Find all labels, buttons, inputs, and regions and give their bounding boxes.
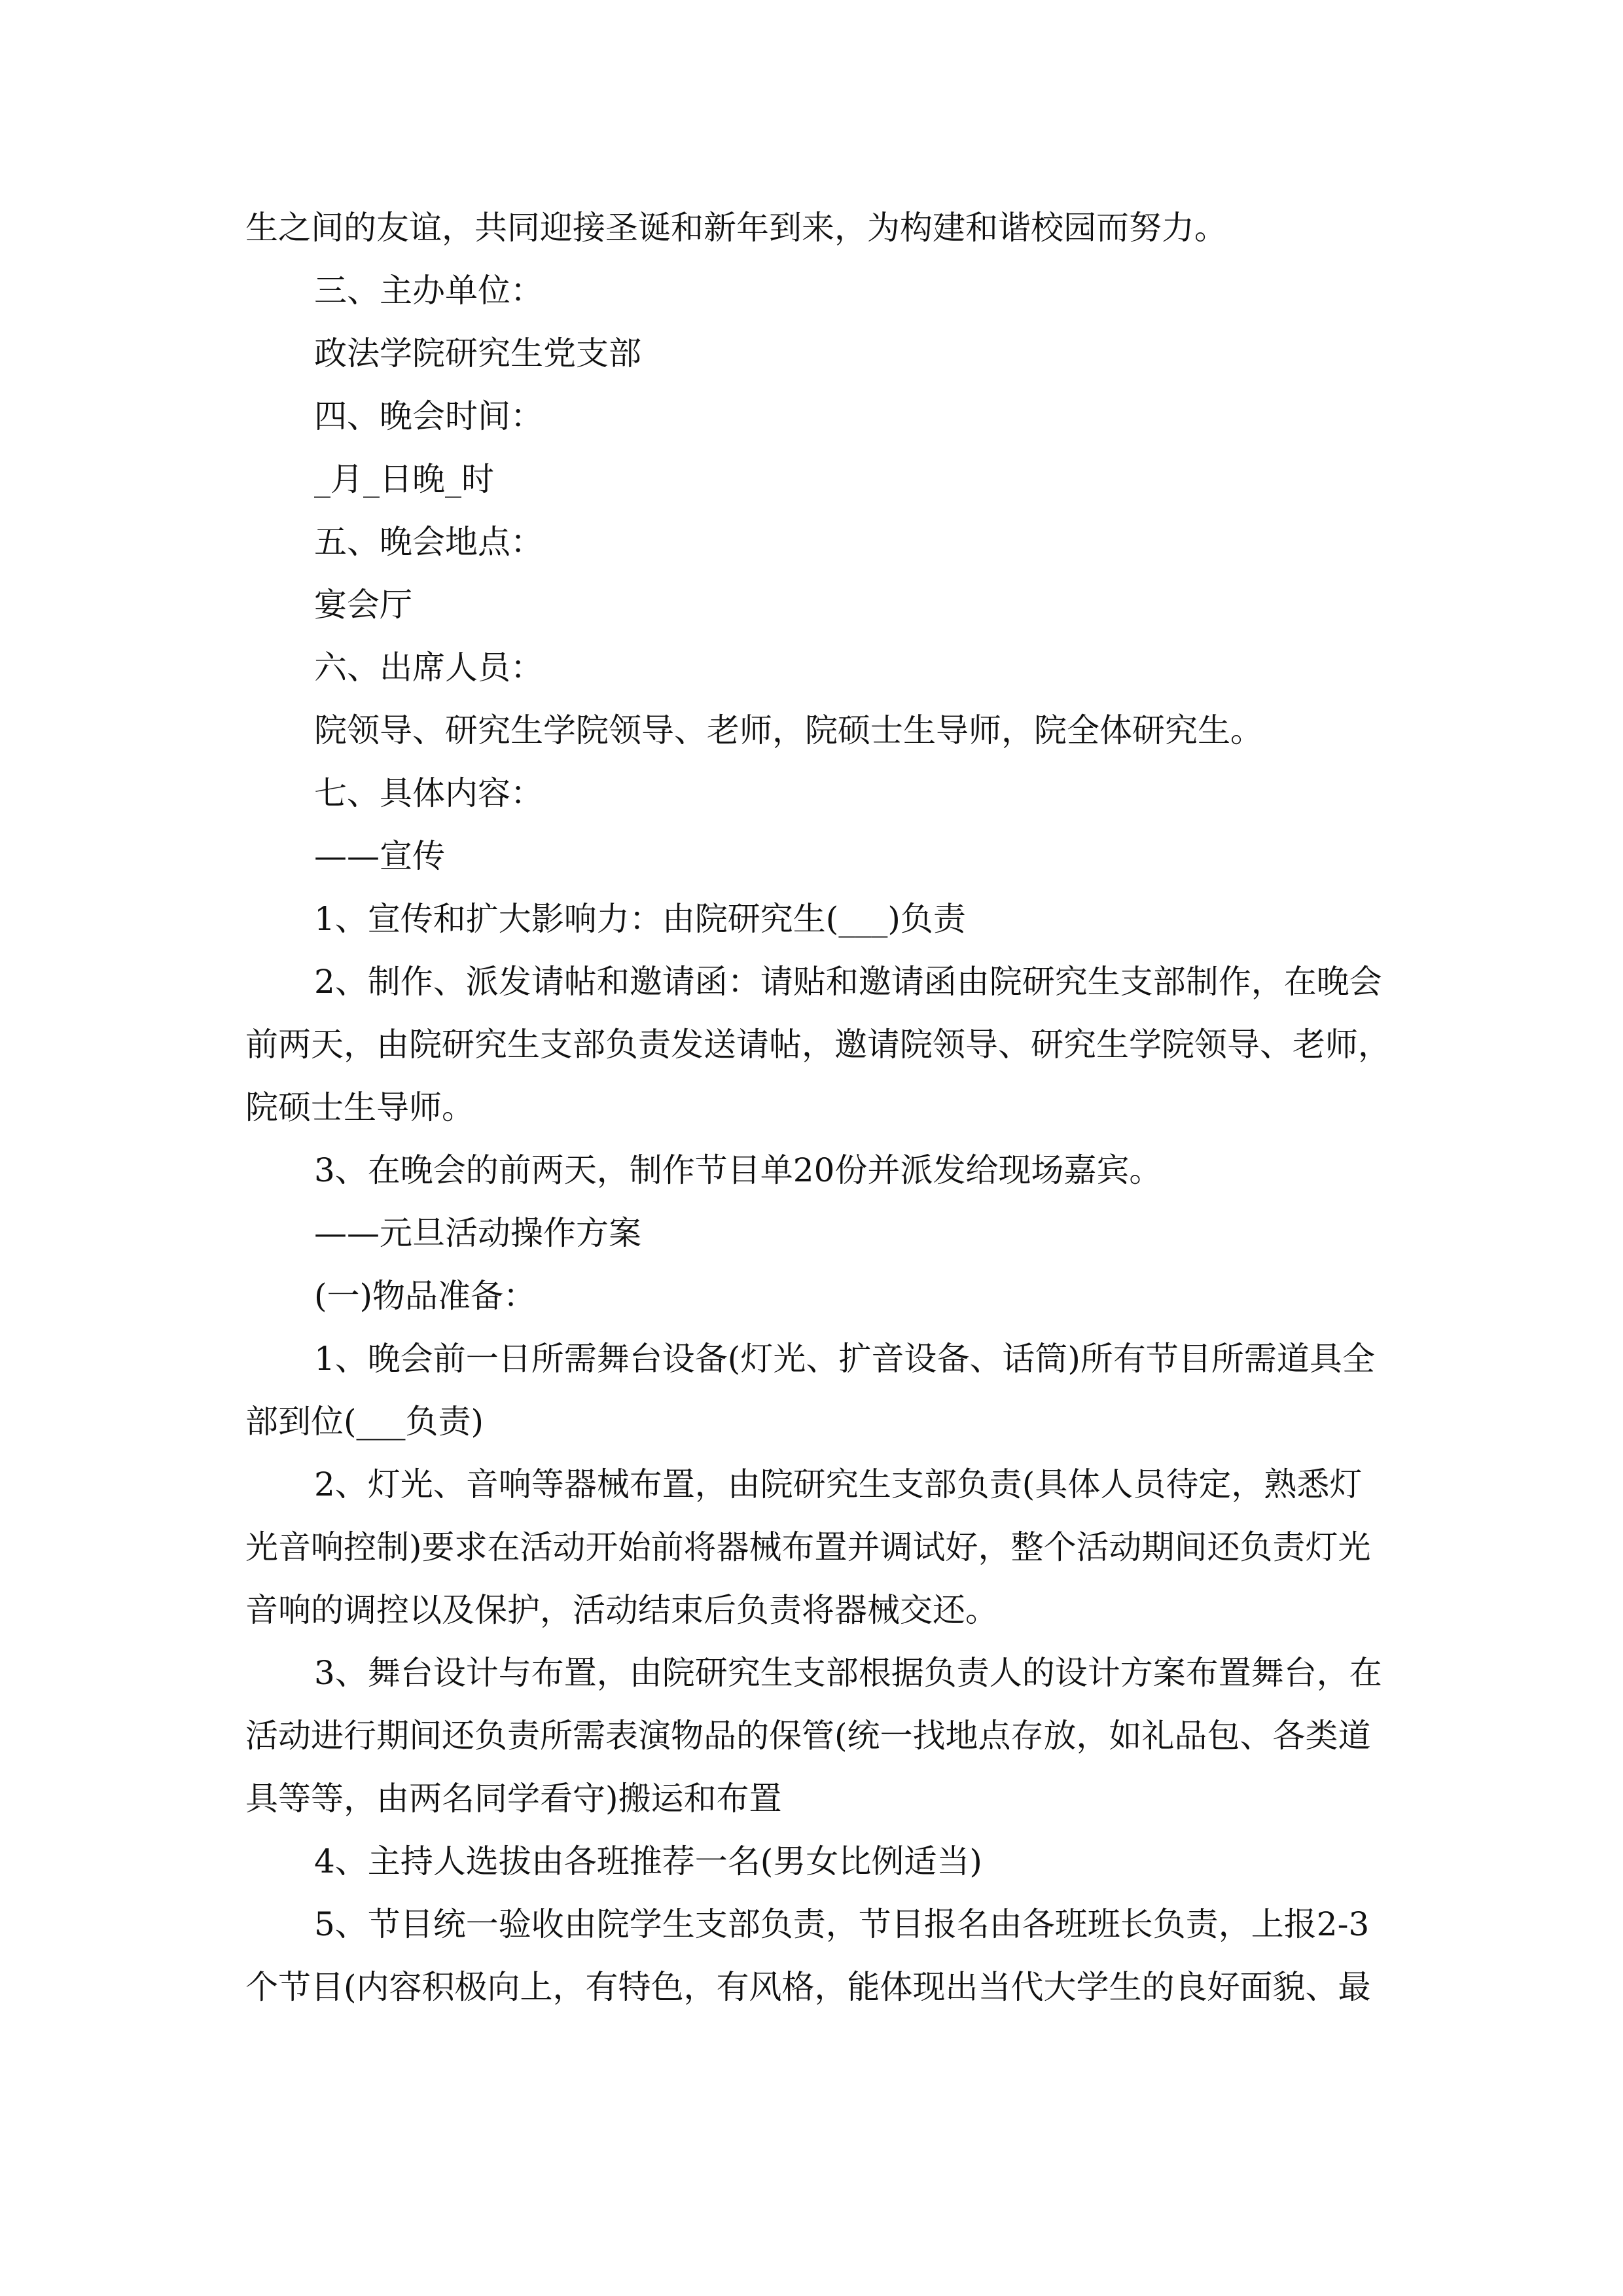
document-body bbox=[245, 196, 1391, 2018]
paragraph-16: (一)物品准备： bbox=[314, 1277, 537, 1315]
paragraph-13: 2、制作、派发请帖和邀请函：请贴和邀请函由院研究生支部制作，在晚会前两天，由院研究生支部负责发送请帖，邀请院领导、研究生学院领导、老师，院硕士生导师。 bbox=[245, 963, 1391, 1126]
paragraph-14: 3、在晚会的前两天，制作节目单20份并派发给现场嘉宾。 bbox=[314, 1151, 1162, 1189]
paragraph-4: 四、晚会时间： bbox=[314, 397, 543, 435]
paragraph-8: 六、出席人员： bbox=[314, 649, 543, 687]
paragraph-7: 宴会厅 bbox=[314, 586, 412, 624]
paragraph-17: 1、晚会前一日所需舞台设备(灯光、扩音设备、话筒)所有节目所需道具全部到位(___负责) bbox=[245, 1340, 1375, 1441]
paragraph-9: 院领导、研究生学院领导、老师，院硕士生导师，院全体研究生。 bbox=[314, 711, 1263, 749]
paragraph-19: 3、舞台设计与布置，由院研究生支部根据负责人的设计方案布置舞台，在活动进行期间还负责所需表演物品的保管(统一找地点存放，如礼品包、各类道具等等，由两名同学看守)搬运和布置 bbox=[245, 1654, 1382, 1818]
paragraph-12: 1、宣传和扩大影响力：由院研究生(___)负责 bbox=[314, 900, 966, 938]
paragraph-1: 生之间的友谊，共同迎接圣诞和新年到来，为构建和谐校园而努力。 bbox=[245, 209, 1227, 247]
paragraph-6: 五、晚会地点： bbox=[314, 523, 543, 561]
paragraph-20: 4、主持人选拔由各班推荐一名(男女比例适当) bbox=[314, 1842, 982, 1880]
paragraph-2: 三、主办单位： bbox=[314, 272, 543, 310]
paragraph-21: 5、节目统一验收由院学生支部负责，节目报名由各班班长负责，上报2-3个节目(内容积极向上，有特色，有风格，能体现出当代大学生的良好面貌、最 bbox=[245, 1905, 1371, 2006]
paragraph-15: ——元旦活动操作方案 bbox=[314, 1214, 641, 1252]
paragraph-11: ——宣传 bbox=[314, 837, 445, 875]
paragraph-10: 七、具体内容： bbox=[314, 774, 543, 812]
paragraph-5: _月_日晚_时 bbox=[314, 460, 494, 498]
paragraph-18: 2、灯光、音响等器械布置，由院研究生支部负责(具体人员待定，熟悉灯光音响控制)要求在活动开始前将器械布置并调试好，整个活动期间还负责灯光音响的调控以及保护，活动结束后负责将器械交还。 bbox=[245, 1465, 1371, 1629]
paragraph-3: 政法学院研究生党支部 bbox=[314, 334, 641, 372]
